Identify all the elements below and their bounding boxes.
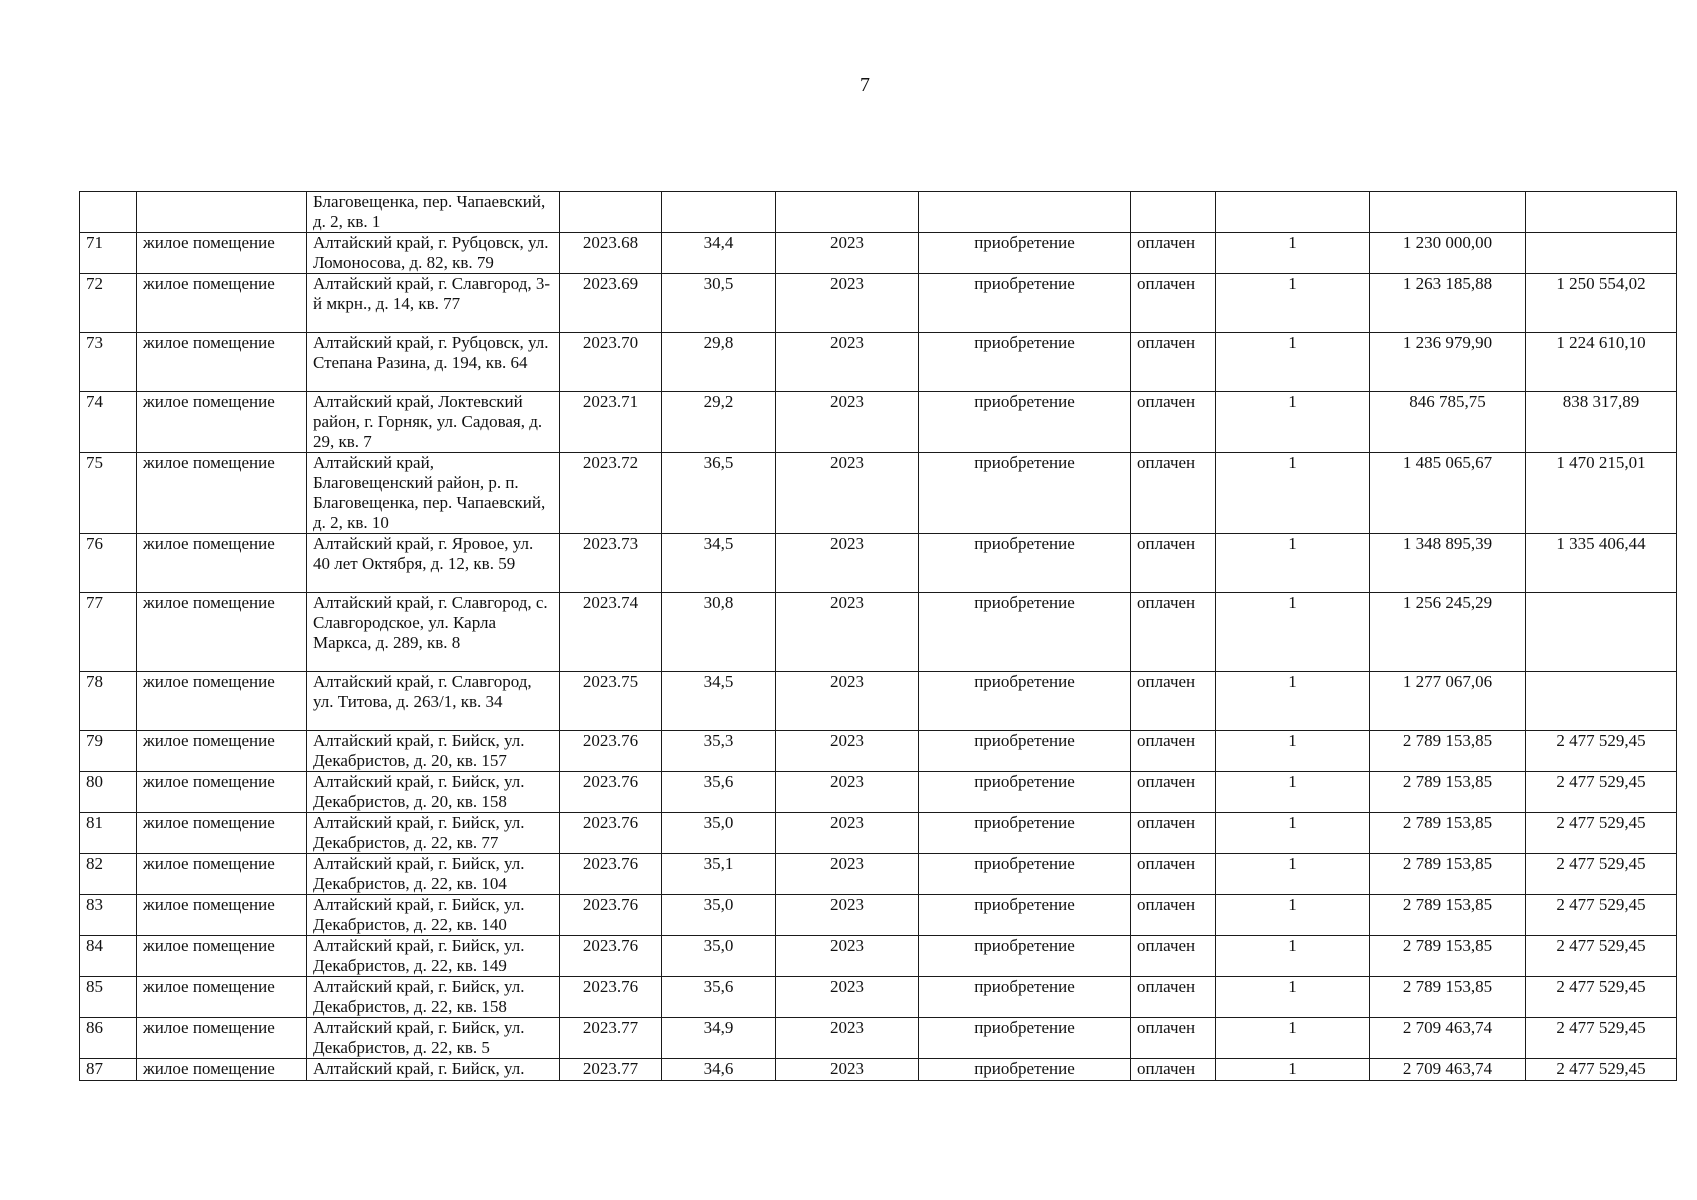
table-row xyxy=(80,233,1677,274)
cell-area: 35,6 xyxy=(662,977,776,1018)
cell-id: 2023.71 xyxy=(560,392,662,453)
cell-id: 2023.73 xyxy=(560,534,662,593)
cell-action: приобретение xyxy=(919,936,1131,977)
cell-num: 84 xyxy=(80,936,137,977)
cell-paid: 2 477 529,45 xyxy=(1526,813,1677,854)
cell-status: оплачен xyxy=(1131,813,1216,854)
cell-status: оплачен xyxy=(1131,672,1216,731)
cell-price xyxy=(1370,192,1526,233)
cell-num: 79 xyxy=(80,731,137,772)
cell-year: 2023 xyxy=(776,233,919,274)
cell-address: Алтайский край, г. Бийск, ул. Декабристов, д. 22, кв. 149 xyxy=(307,936,560,977)
cell-id: 2023.75 xyxy=(560,672,662,731)
cell-paid: 2 477 529,45 xyxy=(1526,772,1677,813)
cell-type: жилое помещение xyxy=(137,1059,307,1081)
cell-num: 73 xyxy=(80,333,137,392)
cell-year: 2023 xyxy=(776,1018,919,1059)
cell-paid: 2 477 529,45 xyxy=(1526,977,1677,1018)
cell-qty: 1 xyxy=(1216,333,1370,392)
table-body xyxy=(80,192,1677,1081)
cell-year: 2023 xyxy=(776,672,919,731)
cell-price: 1 230 000,00 xyxy=(1370,233,1526,274)
cell-type: жилое помещение xyxy=(137,392,307,453)
cell-id: 2023.76 xyxy=(560,936,662,977)
cell-price: 1 263 185,88 xyxy=(1370,274,1526,333)
cell-address: Алтайский край, г. Бийск, ул. Декабристов, д. 20, кв. 157 xyxy=(307,731,560,772)
cell-paid xyxy=(1526,593,1677,672)
cell-area: 34,5 xyxy=(662,534,776,593)
cell-area xyxy=(662,192,776,233)
cell-id: 2023.76 xyxy=(560,854,662,895)
cell-type: жилое помещение xyxy=(137,977,307,1018)
cell-area: 35,0 xyxy=(662,813,776,854)
cell-num: 80 xyxy=(80,772,137,813)
table-row xyxy=(80,274,1677,333)
cell-year: 2023 xyxy=(776,392,919,453)
cell-paid: 2 477 529,45 xyxy=(1526,854,1677,895)
cell-address: Алтайский край, г. Рубцовск, ул. Степана Разина, д. 194, кв. 64 xyxy=(307,333,560,392)
cell-num: 82 xyxy=(80,854,137,895)
cell-action: приобретение xyxy=(919,593,1131,672)
cell-action: приобретение xyxy=(919,534,1131,593)
cell-paid: 2 477 529,45 xyxy=(1526,895,1677,936)
cell-area: 35,0 xyxy=(662,895,776,936)
cell-status: оплачен xyxy=(1131,895,1216,936)
cell-status: оплачен xyxy=(1131,1018,1216,1059)
cell-year: 2023 xyxy=(776,936,919,977)
cell-year: 2023 xyxy=(776,274,919,333)
cell-action: приобретение xyxy=(919,453,1131,534)
cell-status: оплачен xyxy=(1131,977,1216,1018)
cell-qty: 1 xyxy=(1216,813,1370,854)
cell-action: приобретение xyxy=(919,672,1131,731)
cell-id: 2023.76 xyxy=(560,731,662,772)
cell-id: 2023.77 xyxy=(560,1018,662,1059)
cell-num: 76 xyxy=(80,534,137,593)
cell-address: Алтайский край, г. Бийск, ул. Декабристов, д. 22, кв. 104 xyxy=(307,854,560,895)
cell-address: Алтайский край, Локтевский район, г. Горняк, ул. Садовая, д. 29, кв. 7 xyxy=(307,392,560,453)
cell-type: жилое помещение xyxy=(137,233,307,274)
cell-action: приобретение xyxy=(919,854,1131,895)
table-row xyxy=(80,392,1677,453)
cell-year: 2023 xyxy=(776,534,919,593)
cell-address: Благовещенка, пер. Чапаевский, д. 2, кв. 1 xyxy=(307,192,560,233)
cell-year: 2023 xyxy=(776,453,919,534)
cell-area: 34,5 xyxy=(662,672,776,731)
cell-price: 2 709 463,74 xyxy=(1370,1018,1526,1059)
cell-year: 2023 xyxy=(776,772,919,813)
table-row xyxy=(80,453,1677,534)
continuation-row xyxy=(80,192,1677,233)
cell-area: 34,4 xyxy=(662,233,776,274)
cell-address: Алтайский край, г. Бийск, ул. xyxy=(307,1059,560,1081)
cell-status: оплачен xyxy=(1131,731,1216,772)
cell-action: приобретение xyxy=(919,1018,1131,1059)
cell-num: 75 xyxy=(80,453,137,534)
cell-qty xyxy=(1216,192,1370,233)
cell-type xyxy=(137,192,307,233)
cell-status: оплачен xyxy=(1131,333,1216,392)
cell-price: 2 789 153,85 xyxy=(1370,895,1526,936)
cell-area: 34,9 xyxy=(662,1018,776,1059)
cell-qty: 1 xyxy=(1216,1018,1370,1059)
table-row xyxy=(80,593,1677,672)
cell-year xyxy=(776,192,919,233)
cell-area: 35,0 xyxy=(662,936,776,977)
cell-year: 2023 xyxy=(776,731,919,772)
cell-action: приобретение xyxy=(919,274,1131,333)
cell-num xyxy=(80,192,137,233)
table-row xyxy=(80,672,1677,731)
cell-type: жилое помещение xyxy=(137,813,307,854)
cell-num: 74 xyxy=(80,392,137,453)
cell-paid: 1 335 406,44 xyxy=(1526,534,1677,593)
cell-action: приобретение xyxy=(919,772,1131,813)
cell-address: Алтайский край, г. Бийск, ул. Декабристов, д. 22, кв. 140 xyxy=(307,895,560,936)
table-row xyxy=(80,534,1677,593)
cell-paid xyxy=(1526,192,1677,233)
cell-year: 2023 xyxy=(776,813,919,854)
cell-type: жилое помещение xyxy=(137,895,307,936)
cell-price: 1 277 067,06 xyxy=(1370,672,1526,731)
cell-area: 30,5 xyxy=(662,274,776,333)
cell-type: жилое помещение xyxy=(137,731,307,772)
cell-address: Алтайский край, г. Рубцовск, ул. Ломоносова, д. 82, кв. 79 xyxy=(307,233,560,274)
cell-paid xyxy=(1526,233,1677,274)
table-row xyxy=(80,772,1677,813)
cell-price: 2 709 463,74 xyxy=(1370,1059,1526,1081)
cell-paid: 2 477 529,45 xyxy=(1526,936,1677,977)
table-row xyxy=(80,1059,1677,1081)
cell-qty: 1 xyxy=(1216,854,1370,895)
cell-action: приобретение xyxy=(919,392,1131,453)
cell-qty: 1 xyxy=(1216,772,1370,813)
cell-status: оплачен xyxy=(1131,772,1216,813)
cell-price: 2 789 153,85 xyxy=(1370,772,1526,813)
cell-qty: 1 xyxy=(1216,274,1370,333)
cell-price: 1 348 895,39 xyxy=(1370,534,1526,593)
cell-type: жилое помещение xyxy=(137,593,307,672)
cell-action: приобретение xyxy=(919,813,1131,854)
table-row xyxy=(80,813,1677,854)
cell-address: Алтайский край, г. Славгород, ул. Титова, д. 263/1, кв. 34 xyxy=(307,672,560,731)
cell-id: 2023.69 xyxy=(560,274,662,333)
cell-num: 81 xyxy=(80,813,137,854)
cell-area: 35,3 xyxy=(662,731,776,772)
cell-qty: 1 xyxy=(1216,534,1370,593)
cell-qty: 1 xyxy=(1216,453,1370,534)
cell-paid: 2 477 529,45 xyxy=(1526,1018,1677,1059)
cell-price: 846 785,75 xyxy=(1370,392,1526,453)
cell-type: жилое помещение xyxy=(137,453,307,534)
cell-address: Алтайский край, г. Славгород, 3-й мкрн., д. 14, кв. 77 xyxy=(307,274,560,333)
cell-num: 72 xyxy=(80,274,137,333)
cell-paid: 2 477 529,45 xyxy=(1526,1059,1677,1081)
cell-paid: 838 317,89 xyxy=(1526,392,1677,453)
cell-id: 2023.68 xyxy=(560,233,662,274)
cell-action: приобретение xyxy=(919,731,1131,772)
cell-qty: 1 xyxy=(1216,731,1370,772)
cell-price: 2 789 153,85 xyxy=(1370,813,1526,854)
cell-qty: 1 xyxy=(1216,936,1370,977)
cell-qty: 1 xyxy=(1216,593,1370,672)
property-table xyxy=(79,191,1677,1081)
cell-address: Алтайский край, г. Бийск, ул. Декабристов, д. 22, кв. 158 xyxy=(307,977,560,1018)
cell-id: 2023.74 xyxy=(560,593,662,672)
cell-qty: 1 xyxy=(1216,895,1370,936)
cell-paid: 1 470 215,01 xyxy=(1526,453,1677,534)
cell-id: 2023.77 xyxy=(560,1059,662,1081)
cell-address: Алтайский край, г. Яровое, ул. 40 лет Октября, д. 12, кв. 59 xyxy=(307,534,560,593)
cell-num: 86 xyxy=(80,1018,137,1059)
cell-area: 29,8 xyxy=(662,333,776,392)
cell-price: 2 789 153,85 xyxy=(1370,731,1526,772)
cell-year: 2023 xyxy=(776,1059,919,1081)
table-row xyxy=(80,977,1677,1018)
cell-status xyxy=(1131,192,1216,233)
cell-address: Алтайский край, г. Бийск, ул. Декабристов, д. 22, кв. 5 xyxy=(307,1018,560,1059)
cell-action: приобретение xyxy=(919,333,1131,392)
cell-status: оплачен xyxy=(1131,453,1216,534)
cell-price: 1 236 979,90 xyxy=(1370,333,1526,392)
cell-address: Алтайский край, г. Бийск, ул. Декабристов, д. 22, кв. 77 xyxy=(307,813,560,854)
table-row xyxy=(80,936,1677,977)
cell-id: 2023.72 xyxy=(560,453,662,534)
cell-year: 2023 xyxy=(776,977,919,1018)
cell-id: 2023.70 xyxy=(560,333,662,392)
cell-year: 2023 xyxy=(776,333,919,392)
cell-type: жилое помещение xyxy=(137,672,307,731)
cell-price: 2 789 153,85 xyxy=(1370,977,1526,1018)
cell-price: 1 485 065,67 xyxy=(1370,453,1526,534)
cell-action: приобретение xyxy=(919,977,1131,1018)
cell-type: жилое помещение xyxy=(137,274,307,333)
cell-status: оплачен xyxy=(1131,534,1216,593)
cell-num: 87 xyxy=(80,1059,137,1081)
cell-price: 2 789 153,85 xyxy=(1370,936,1526,977)
cell-type: жилое помещение xyxy=(137,1018,307,1059)
cell-paid: 2 477 529,45 xyxy=(1526,731,1677,772)
cell-type: жилое помещение xyxy=(137,772,307,813)
cell-area: 35,1 xyxy=(662,854,776,895)
cell-num: 85 xyxy=(80,977,137,1018)
page-number: 7 xyxy=(860,74,870,96)
table-row xyxy=(80,333,1677,392)
table-row xyxy=(80,895,1677,936)
cell-paid: 1 250 554,02 xyxy=(1526,274,1677,333)
cell-price: 1 256 245,29 xyxy=(1370,593,1526,672)
cell-status: оплачен xyxy=(1131,233,1216,274)
cell-address: Алтайский край, г. Славгород, с. Славгородское, ул. Карла Маркса, д. 289, кв. 8 xyxy=(307,593,560,672)
cell-num: 77 xyxy=(80,593,137,672)
cell-qty: 1 xyxy=(1216,977,1370,1018)
cell-area: 34,6 xyxy=(662,1059,776,1081)
cell-address: Алтайский край, Благовещенский район, р. п. Благовещенка, пер. Чапаевский, д. 2, кв. 10 xyxy=(307,453,560,534)
cell-id: 2023.76 xyxy=(560,895,662,936)
cell-type: жилое помещение xyxy=(137,854,307,895)
cell-num: 78 xyxy=(80,672,137,731)
cell-action: приобретение xyxy=(919,1059,1131,1081)
cell-address: Алтайский край, г. Бийск, ул. Декабристов, д. 20, кв. 158 xyxy=(307,772,560,813)
cell-id: 2023.76 xyxy=(560,772,662,813)
table-row xyxy=(80,1018,1677,1059)
cell-num: 83 xyxy=(80,895,137,936)
cell-area: 35,6 xyxy=(662,772,776,813)
cell-type: жилое помещение xyxy=(137,936,307,977)
cell-id xyxy=(560,192,662,233)
cell-type: жилое помещение xyxy=(137,534,307,593)
cell-paid: 1 224 610,10 xyxy=(1526,333,1677,392)
cell-action: приобретение xyxy=(919,233,1131,274)
cell-status: оплачен xyxy=(1131,936,1216,977)
cell-status: оплачен xyxy=(1131,392,1216,453)
cell-year: 2023 xyxy=(776,593,919,672)
cell-paid xyxy=(1526,672,1677,731)
cell-area: 36,5 xyxy=(662,453,776,534)
cell-area: 30,8 xyxy=(662,593,776,672)
cell-qty: 1 xyxy=(1216,392,1370,453)
table-row xyxy=(80,731,1677,772)
cell-type: жилое помещение xyxy=(137,333,307,392)
cell-action: приобретение xyxy=(919,895,1131,936)
cell-num: 71 xyxy=(80,233,137,274)
cell-status: оплачен xyxy=(1131,593,1216,672)
cell-price: 2 789 153,85 xyxy=(1370,854,1526,895)
cell-id: 2023.76 xyxy=(560,977,662,1018)
cell-status: оплачен xyxy=(1131,274,1216,333)
cell-status: оплачен xyxy=(1131,1059,1216,1081)
cell-action xyxy=(919,192,1131,233)
cell-qty: 1 xyxy=(1216,672,1370,731)
cell-area: 29,2 xyxy=(662,392,776,453)
table-row xyxy=(80,854,1677,895)
cell-status: оплачен xyxy=(1131,854,1216,895)
cell-id: 2023.76 xyxy=(560,813,662,854)
cell-qty: 1 xyxy=(1216,233,1370,274)
cell-year: 2023 xyxy=(776,895,919,936)
cell-qty: 1 xyxy=(1216,1059,1370,1081)
cell-year: 2023 xyxy=(776,854,919,895)
